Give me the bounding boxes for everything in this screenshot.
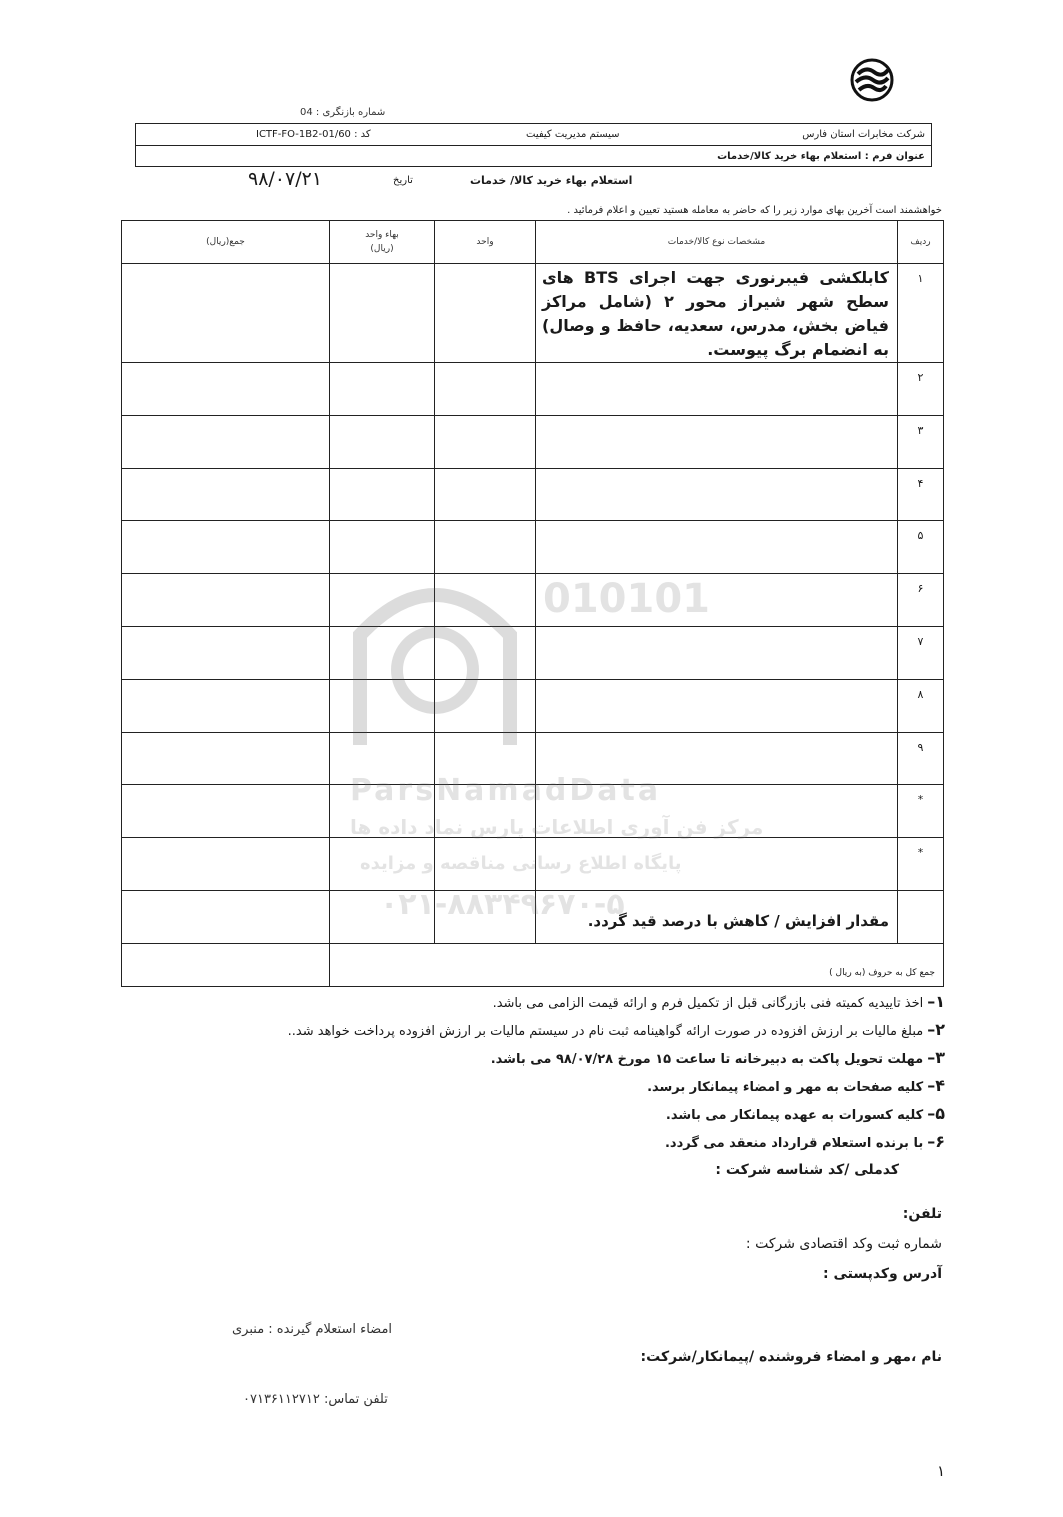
page-title: استعلام بهاء خرید کالا/ خدمات (470, 174, 633, 187)
item-description (536, 469, 898, 521)
date-label: تاریخ (393, 175, 413, 186)
item-description: کابلکشی فیبرنوری جهت اجرای BTS های سطح شهر شیراز محور ۲ (شامل مراکز فیاض بخش، مدرس، سعدیه، حافظ و وصال) به انضمام برگ پیوست. (536, 264, 898, 363)
item-description (536, 363, 898, 416)
address-field: آدرس وکدپستی : (822, 1266, 942, 1282)
table-row (122, 574, 944, 627)
request-note: خواهشمند است آخرین بهای موارد زیر را که حاضر به معامله هستید تعیین و اعلام فرمائید . (567, 205, 942, 216)
grand-total-cell (122, 944, 330, 987)
condition-text: با برنده استعلام قرارداد منعقد می گردد. (664, 1136, 924, 1151)
watermark-line2: پایگاه اطلاع رسانی مناقصه و مزایده (360, 853, 682, 874)
header-row-num: ردیف (898, 221, 944, 264)
condition-text: کلیه صفحات به مهر و امضاء پیمانکار برسد. (647, 1080, 924, 1095)
table-row (122, 785, 944, 838)
condition-item (647, 1076, 945, 1095)
row-number: ۲ (898, 363, 944, 416)
header-unit-price-sub: (ریال) (370, 244, 394, 254)
header-desc: مشخصات نوع کالا/خدمات (536, 221, 898, 264)
header-total: جمع(ریال) (122, 221, 330, 264)
item-description (536, 416, 898, 469)
national-id-field: کدملی /کد شناسه شرکت : (715, 1162, 899, 1178)
watermark-line1: مرکز فن آوری اطلاعات پارس نماد داده ها (350, 815, 764, 839)
increase-note-row (122, 891, 944, 944)
row-number: ۱ (898, 264, 944, 363)
contact-phone: تلفن تماس: ۰۷۱۳۶۱۱۲۷۱۲ (243, 1392, 388, 1407)
condition-text: مهلت تحویل پاکت به دبیرخانه تا ساعت ۱۵ مورخ ۹۸/۰۷/۲۸ می باشد. (490, 1052, 924, 1067)
date-value: ۹۸/۰۷/۲۱ (248, 168, 323, 190)
row-number: ۵ (898, 521, 944, 574)
unit-price-cell (330, 264, 435, 363)
condition-number: ۱– (927, 992, 945, 1011)
item-description (536, 785, 898, 838)
condition-text: مبلغ مالیات بر ارزش افزوده در صورت ارائه گواهینامه ثبت نام در سیستم مالیات بر ارزش افزوده پرداخت خواهد شد.. (287, 1024, 924, 1039)
table-row (122, 469, 944, 521)
form-header-box (135, 123, 932, 167)
table-row (122, 680, 944, 733)
header-unit: واحد (435, 221, 536, 264)
item-description (536, 680, 898, 733)
condition-number: ۲– (927, 1020, 945, 1039)
row-number: * (898, 785, 944, 838)
condition-number: ۳– (927, 1048, 945, 1067)
table-row (122, 363, 944, 416)
watermark-brand: ParsNamadData (350, 773, 662, 808)
condition-number: ۴– (927, 1076, 945, 1095)
condition-text: اخذ تاییدیه کمیته فنی بازرگانی قبل از تکمیل فرم و ارائه قیمت الزامی می باشد. (492, 996, 924, 1011)
total-in-words-label: جمع کل به حروف (به ریال ) (330, 944, 944, 987)
table-row (122, 838, 944, 891)
header-unit-price (330, 221, 435, 264)
increase-note: مقدار افزایش / کاهش با درصد قید گردد. (536, 891, 898, 944)
item-description (536, 521, 898, 574)
item-description (536, 627, 898, 680)
condition-number: ۶– (927, 1132, 945, 1151)
form-code: ICTF-FO-1B2-01/60 : کد (256, 129, 371, 140)
company-name: شرکت مخابرات استان فارس (802, 129, 925, 140)
condition-item (666, 1104, 945, 1123)
total-row (122, 944, 944, 987)
condition-item (665, 1132, 945, 1151)
condition-item (493, 992, 945, 1011)
condition-number: ۵– (927, 1104, 945, 1123)
table-row (122, 264, 944, 363)
items-table (121, 220, 944, 987)
condition-item (491, 1048, 945, 1067)
row-number: * (898, 838, 944, 891)
header-unit-price-label: بهاء واحد (365, 230, 399, 240)
table-row (122, 521, 944, 574)
table-header-row (122, 221, 944, 264)
page-number: ۱ (937, 1462, 946, 1480)
row-number: ۳ (898, 416, 944, 469)
watermark-phone: ۰۲۱-۸۸۳۴۹۶۷۰-۵ (380, 887, 625, 922)
phone-field: تلفن: (902, 1206, 942, 1222)
requester-signature: امضاء استعلام گیرنده : منبری (232, 1322, 393, 1337)
item-description (536, 733, 898, 785)
registration-field: شماره ثبت وکد اقتصادی شرکت : (745, 1236, 942, 1252)
total-cell (122, 264, 330, 363)
row-number: ۹ (898, 733, 944, 785)
item-description (536, 574, 898, 627)
company-logo (850, 58, 894, 102)
row-number: ۷ (898, 627, 944, 680)
table-row (122, 627, 944, 680)
item-description (536, 838, 898, 891)
row-number: ۴ (898, 469, 944, 521)
condition-item (288, 1020, 945, 1039)
row-number: ۶ (898, 574, 944, 627)
condition-text: کلیه کسورات به عهده پیمانکار می باشد. (665, 1108, 924, 1123)
watermark-digits: 010101 (543, 576, 710, 622)
row-number: ۸ (898, 680, 944, 733)
table-row (122, 733, 944, 785)
unit-cell (435, 264, 536, 363)
form-title: عنوان فرم : استعلام بهاء خرید کالا/خدمات (717, 151, 925, 162)
revision-number: شماره بازنگری : 04 (300, 107, 386, 118)
seller-signature-field: نام ،مهر و امضاء فروشنده /پیمانکار/شرکت: (640, 1349, 942, 1365)
table-row (122, 416, 944, 469)
quality-system: سیستم مدیریت کیفیت (526, 129, 620, 140)
